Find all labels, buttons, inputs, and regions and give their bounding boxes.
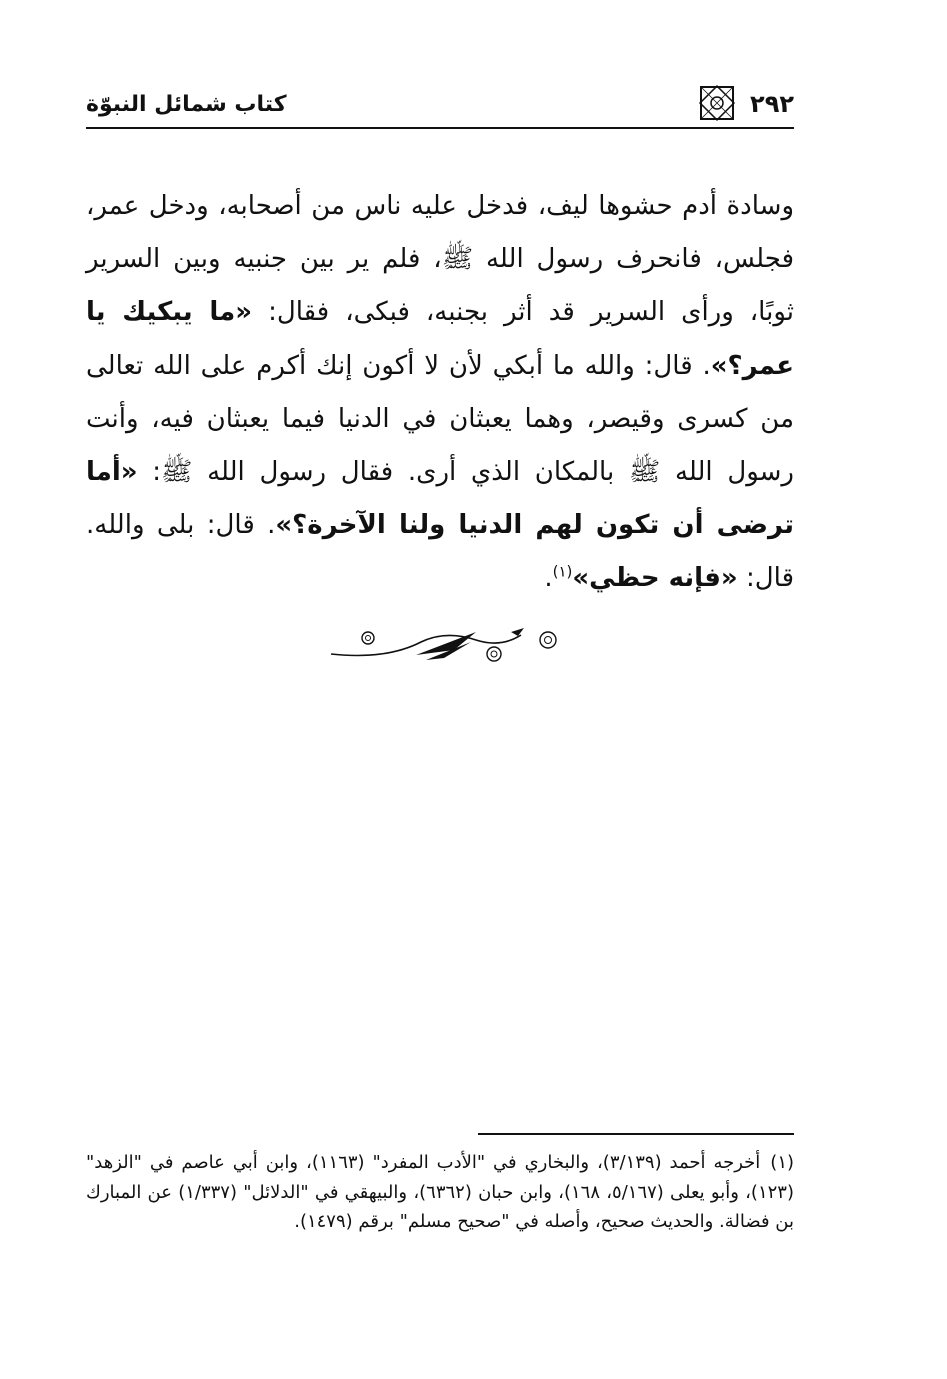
hadith-quote: «فإنه حظي»: [572, 563, 738, 594]
section-divider-ornament: [326, 620, 566, 670]
footnote-reference: (١): [552, 562, 573, 581]
hadith-quote: «ما يبكيك يا عمر؟»: [86, 297, 794, 381]
text-segment: وسادة أدم حشوها ليف، فدخل عليه ناس من أصحابه، ودخل عمر، فجلس، فانحرف رسول الله ﷺ، فلم ير بين جنبيه وبين السرير ثوبًا، ورأى السرير قد أثر بجنبه، فبكى، فقال:: [86, 191, 795, 328]
book-title: كتاب شمائل النبوّة: [86, 92, 287, 117]
footnote-marker: (١): [770, 1152, 795, 1173]
page-number: ٢٩٢: [750, 90, 794, 118]
footnote-rule: [478, 1133, 794, 1135]
text-segment: . قال: والله ما أبكي لأن لا أكون إنك أكرم على الله تعالى من كسرى وقيصر، وهما يعبثان في الدنيا فيما يعبثان فيه، وأنت رسول الله ﷺ بالمكان الذي أرى. فقال رسول الله ﷺ:: [86, 350, 794, 488]
main-text: [86, 180, 794, 606]
text-segment: . قال: بلى والله. قال:: [86, 510, 794, 594]
footnote: [86, 1148, 794, 1237]
header-rule: [86, 127, 794, 129]
text-end: .: [544, 563, 553, 594]
ornament-icon: [698, 84, 736, 122]
page-header: [86, 80, 794, 130]
hadith-quote: «أما ترضى أن تكون لهم الدنيا ولنا الآخرة؟»: [86, 457, 794, 541]
footnote-text: أخرجه أحمد (٣/١٣٩)، والبخاري في "الأدب المفرد" (١١٦٣)، وابن أبي عاصم في "الزهد" (١٢٣)، وأبو يعلى (٥/١٦٧، ١٦٨)، وابن حبان (٦٣٦٢)، والبيهقي في "الدلائل" (١/٣٣٧) عن المبارك بن فضالة. والحديث صحيح، وأصله في "صحيح مسلم" برقم (١٤٧٩).: [86, 1152, 794, 1233]
